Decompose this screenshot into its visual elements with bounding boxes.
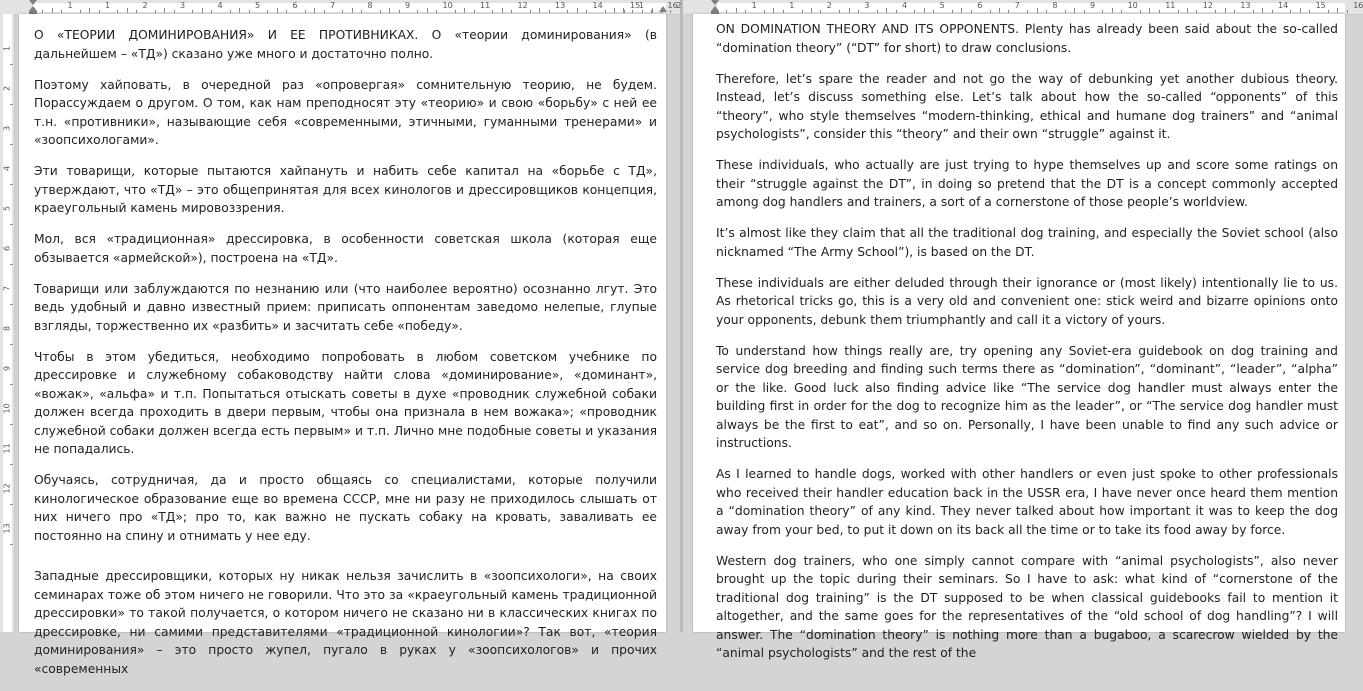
ruler-tick xyxy=(80,10,81,13)
ruler-tick xyxy=(10,264,13,265)
ruler-tick xyxy=(726,10,727,13)
ruler-tick xyxy=(502,8,503,13)
ruler-tick xyxy=(661,8,662,13)
ruler-number: 7 xyxy=(330,1,336,10)
ruler-tick xyxy=(427,8,428,13)
ruler-number: 12 xyxy=(2,483,12,494)
ruler-tick xyxy=(61,10,62,13)
ruler-tick xyxy=(10,464,13,465)
ruler-tick xyxy=(886,8,887,13)
ruler-tick xyxy=(849,8,850,13)
ruler-tick xyxy=(286,10,287,13)
paragraph: Эти товарищи, которые пытаются хайпануть и набить себе капитал на «борьбе с ТД», утверждают, что «ТД» – это общепринятая для всех кинологов и дрессировщиков концепция, краеугольный камень мировоззрения. xyxy=(34,164,657,215)
ruler-tick xyxy=(586,10,587,13)
paragraph: Мол, вся «традиционная» дрессировка, в особенности советская школа (которая еще обзывается «армейской»), построена на «ТД». xyxy=(34,232,657,265)
ruler-tick xyxy=(896,10,897,13)
ruler-number: 15 xyxy=(1315,1,1326,10)
ruler-tick xyxy=(567,10,568,13)
paragraph: These individuals are either deluded through their ignorance or (most likely) intentionally lie to us. As rhetorical tricks go, this is a very old and convenient one: stick weird and bizarre opinions onto your opponents, debunk them triumphantly and call it a victory of yours. xyxy=(716,275,1338,327)
ruler-tick xyxy=(399,10,400,13)
ruler-number: 5 xyxy=(255,1,261,10)
ruler-tick xyxy=(839,10,840,13)
ruler-tick xyxy=(389,8,390,13)
ruler-tick xyxy=(277,8,278,13)
ruler-tick xyxy=(10,344,13,345)
ruler-number: 2 xyxy=(2,85,12,92)
ruler-tick xyxy=(1102,10,1103,13)
ruler-tick xyxy=(1272,10,1273,13)
ruler-tick xyxy=(642,10,643,13)
ruler-tick xyxy=(651,10,652,13)
ruler-tick xyxy=(380,10,381,13)
paragraph: ON DOMINATION THEORY AND ITS OPPONENTS. Plenty has already been said about the so-called “domination theory” (“DT” for short) to draw conclusions. xyxy=(716,22,1338,55)
ruler-tick xyxy=(1140,10,1141,13)
ruler-tick xyxy=(577,8,578,13)
ruler-tick xyxy=(914,10,915,13)
ruler-tick xyxy=(99,10,100,13)
ruler-tick xyxy=(858,10,859,13)
ruler-number: 1 xyxy=(789,1,795,10)
ruler-number: 7 xyxy=(2,285,12,292)
ruler-tick xyxy=(239,8,240,13)
ruler-number: 4 xyxy=(2,165,12,172)
ruler-tick xyxy=(10,64,13,65)
ruler-tick xyxy=(136,10,137,13)
paragraph: Обучаясь, сотрудничая, да и просто общаясь со специалистами, которые получили кинологическое образование еще во времена СССР, мне ни разу не приходилось слышать от них ничего про «ТД»; про то, как важно не пускать собаку на кровать, заваливать ее постоянно на спину и отнимать у нее еду. xyxy=(34,473,657,543)
ruler-tick xyxy=(1328,10,1329,13)
ruler-tick xyxy=(249,10,250,13)
document-pane-right xyxy=(638,0,1363,660)
ruler-number: 11 xyxy=(2,443,12,454)
ruler-tick xyxy=(1178,10,1179,13)
ruler-number: 8 xyxy=(1052,1,1058,10)
ruler-tick xyxy=(10,544,13,545)
ruler-tick xyxy=(811,8,812,13)
ruler-tick xyxy=(10,304,13,305)
ruler-tick xyxy=(539,8,540,13)
ruler-number: 1 xyxy=(105,1,111,10)
ruler-tick xyxy=(990,10,991,13)
ruler-number: 6 xyxy=(292,1,298,10)
ruler-tick xyxy=(1225,8,1226,13)
ruler-tick xyxy=(10,384,13,385)
ruler-number: 10 xyxy=(442,1,453,10)
ruler-number: 9 xyxy=(405,1,411,10)
ruler-tick xyxy=(342,10,343,13)
ruler-tick xyxy=(164,8,165,13)
paragraph: Therefore, let’s spare the reader and not go the way of debunking yet another dubious theory. Instead, let’s discuss something else. Let’s talk about how the so-called “opponents” of this “theory”, who style themselves “modern-thinking, ethical and humane dog trainers” and “animal psychologists”, consider this “theory” and their own “struggle” against it. xyxy=(716,71,1338,141)
ruler-tick xyxy=(10,504,13,505)
ruler-tick xyxy=(511,10,512,13)
ruler-tick xyxy=(1234,10,1235,13)
ruler-tick xyxy=(89,8,90,13)
ruler-number: 12 xyxy=(1202,1,1213,10)
ruler-tick xyxy=(764,10,765,13)
indent-marker-icon[interactable] xyxy=(29,0,37,14)
paragraph: To understand how things really are, try opening any Soviet-era guidebook on dog training and service dog breeding and finding such terms there as “domination”, “dominant”, “leader”, “alpha” or the like. Good luck also finding advice like “The service dog handler must always enter the building first in order for the dog to recognize him as the leader”, or “The service dog handler must always be the first to eat”, and so on. Personally, I have been unable to find any such advice or instructions. xyxy=(716,343,1338,450)
ruler-number: 13 xyxy=(1240,1,1251,10)
ruler-tick xyxy=(820,10,821,13)
ruler-tick xyxy=(117,10,118,13)
paragraph: Western dog trainers, who one simply cannot compare with “animal psychologists”, also never brought up the topic during their seminars. So I have to ask: what kind of “cornerstone of the traditional dog training” is the DT supposed to be when classical guidebooks fail to mention it altogether, and the same goes for the representatives of the “old school of dog handling”? I will answer. The “domination theory” is nothing more than a bugaboo, a scarecrow wielded by the “animal psychologists” and the rest of the xyxy=(716,553,1338,660)
ruler-number: 8 xyxy=(2,325,12,332)
ruler-tick xyxy=(1347,10,1348,13)
ruler-tick xyxy=(10,224,13,225)
ruler-tick xyxy=(971,10,972,13)
ruler-number: 4 xyxy=(217,1,223,10)
paragraph: These individuals, who actually are just trying to hype themselves up and score some ratings on their “struggle against the DT”, in doing so pretend that the DT is a concept commonly accepted among dog handlers and trainers, a sort of a cornerstone of those people’s worldview. xyxy=(716,158,1338,209)
ruler-tick xyxy=(10,104,13,105)
ruler-number: 3 xyxy=(180,1,186,10)
ruler-tick xyxy=(670,10,671,13)
ruler-number: 3 xyxy=(2,125,12,132)
document-pane-left xyxy=(0,0,680,676)
ruler-tick xyxy=(42,10,43,13)
ruler-number: 16 xyxy=(667,1,678,10)
ruler-tick xyxy=(52,8,53,13)
document-body-russian[interactable] xyxy=(34,26,657,691)
ruler-tick xyxy=(614,10,615,13)
ruler-tick xyxy=(352,8,353,13)
ruler-tick xyxy=(436,10,437,13)
ruler-number: 13 xyxy=(555,1,566,10)
ruler-number: 3 xyxy=(864,1,870,10)
ruler-tick xyxy=(417,10,418,13)
indent-marker-icon[interactable] xyxy=(711,0,719,14)
ruler-tick xyxy=(192,10,193,13)
ruler-tick xyxy=(530,10,531,13)
ruler-tick xyxy=(464,8,465,13)
ruler-number: 16 xyxy=(1353,1,1363,10)
paragraph: Западные дрессировщики, которых ну никак нельзя зачислить в «зоопсихологи», на своих семинарах тоже об этом ничего не говорили. Что это за «краеугольный камень традиционной дрессировки» то такой получается, о котором ничего не сказано ни в классических книгах по дрессировке, ни самими представителями «традиционной кинологии»? Так вот, «теория доминирования» – это просто жупел, пугало в руках у «зоопсихологов» и прочих «современных xyxy=(34,569,657,676)
ruler-tick xyxy=(1196,10,1197,13)
ruler-tick xyxy=(455,10,456,13)
paragraph: О «ТЕОРИИ ДОМИНИРОВАНИЯ» И ЕЕ ПРОТИВНИКАХ. О «теории доминирования» (в дальнейшем – «ТД») сказано уже много и достаточно полно. xyxy=(34,28,657,61)
ruler-number: 8 xyxy=(367,1,373,10)
ruler-tick xyxy=(1027,10,1028,13)
ruler-tick xyxy=(773,8,774,13)
horizontal-ruler-right[interactable] xyxy=(638,0,1363,15)
ruler-tick xyxy=(10,424,13,425)
ruler-tick xyxy=(305,10,306,13)
ruler-tick xyxy=(783,10,784,13)
ruler-tick xyxy=(605,10,606,13)
ruler-tick xyxy=(999,8,1000,13)
ruler-tick xyxy=(324,10,325,13)
ruler-number: 2 xyxy=(142,1,148,10)
ruler-number: 1 xyxy=(67,1,73,10)
ruler-tick xyxy=(127,8,128,13)
ruler-tick xyxy=(933,10,934,13)
ruler-tick xyxy=(632,10,633,13)
ruler-tick xyxy=(1253,10,1254,13)
paragraph: Поэтому хайповать, в очередной раз «опровергая» сомнительную теорию, не будем. Порассуждаем о другом. О том, как нам преподносят эту «теорию» и свою «борьбу» с ней ее т.н. «противники», называющие себя «современными, этичными, гуманными тренерами» и «зоопсихологами». xyxy=(34,77,657,147)
ruler-tick xyxy=(802,10,803,13)
ruler-number: 11 xyxy=(480,1,491,10)
ruler-number: 1 xyxy=(638,1,644,10)
ruler-number: 2 xyxy=(826,1,832,10)
ruler-number: 13 xyxy=(2,523,12,534)
ruler-tick xyxy=(474,10,475,13)
ruler-tick xyxy=(1037,8,1038,13)
ruler-tick xyxy=(745,10,746,13)
ruler-number: 2 xyxy=(676,1,682,10)
document-body-english[interactable] xyxy=(716,20,1338,675)
ruler-tick xyxy=(549,10,550,13)
ruler-tick xyxy=(1262,8,1263,13)
ruler-tick xyxy=(961,8,962,13)
ruler-tick xyxy=(174,10,175,13)
ruler-number: 6 xyxy=(977,1,983,10)
ruler-number: 9 xyxy=(2,365,12,372)
ruler-tick xyxy=(1149,8,1150,13)
ruler-number: 15 xyxy=(630,1,641,10)
ruler-number: 7 xyxy=(1014,1,1020,10)
ruler-tick xyxy=(1084,10,1085,13)
ruler-tick xyxy=(211,10,212,13)
ruler-tick xyxy=(1121,10,1122,13)
ruler-tick xyxy=(202,8,203,13)
ruler-tick xyxy=(230,10,231,13)
ruler-tick xyxy=(952,10,953,13)
ruler-number: 11 xyxy=(1165,1,1176,10)
ruler-tick xyxy=(10,184,13,185)
ruler-number: 5 xyxy=(2,205,12,212)
ruler-tick xyxy=(492,10,493,13)
ruler-number: 6 xyxy=(2,245,12,252)
ruler-tick xyxy=(1065,10,1066,13)
ruler-tick xyxy=(314,8,315,13)
ruler-number: 4 xyxy=(902,1,908,10)
ruler-number: 1 xyxy=(2,45,12,52)
ruler-tick xyxy=(267,10,268,13)
ruler-tick xyxy=(1074,8,1075,13)
ruler-number: 12 xyxy=(517,1,528,10)
ruler-number: 9 xyxy=(1090,1,1096,10)
paragraph: It’s almost like they claim that all the traditional dog training, and especially the Soviet school (also nicknamed “The Army School”), is based on the DT. xyxy=(716,226,1338,259)
ruler-tick xyxy=(1215,10,1216,13)
page-english[interactable] xyxy=(693,14,1345,660)
vertical-ruler[interactable] xyxy=(0,14,15,632)
ruler-number: 10 xyxy=(1127,1,1138,10)
paragraph: Чтобы в этом убедиться, необходимо попробовать в любом советском учебнике по дрессировке и служебному собаководству найти слова «доминирование», «доминант», «вожак», «альфа» и т.п. Попытаться отыскать советы в духе «проводник служебной собаки должен всегда проходить в двери первым, чтобы она признала в нем вожака»; «проводник служебной собаки должен всегда есть первым» и т.п. Лично мне подобные советы и указания не попадались. xyxy=(34,349,657,456)
paragraph: Товарищи или заблуждаются по незнанию или (что наиболее вероятно) осознанно лгут. Это ведь удобный и давно известный прием: приписать оппонентам заведомо нелепые, глупые взгляды, торжественно их «разбить» и засчитать себе «победу». xyxy=(34,281,657,333)
ruler-number: 14 xyxy=(1278,1,1289,10)
ruler-number: 5 xyxy=(939,1,945,10)
ruler-tick xyxy=(1008,10,1009,13)
ruler-tick xyxy=(1309,10,1310,13)
ruler-tick xyxy=(877,10,878,13)
page-russian[interactable] xyxy=(19,14,666,676)
ruler-tick xyxy=(10,144,13,145)
ruler-tick xyxy=(1337,8,1338,13)
ruler-tick xyxy=(1112,8,1113,13)
ruler-tick xyxy=(1187,8,1188,13)
ruler-tick xyxy=(1290,10,1291,13)
paragraph: As I learned to handle dogs, worked with other handlers or even just spoke to other professionals who received their handler education back in the USSR era, I have never once heard them mention a “domination theory” of any kind. They never talked about how important it was to keep the dog away from your bed, to put it down on its back all the time or to take its food away by force. xyxy=(716,467,1338,537)
ruler-tick xyxy=(1300,8,1301,13)
ruler-number: 14 xyxy=(592,1,603,10)
ruler-tick xyxy=(1159,10,1160,13)
ruler-tick xyxy=(1046,10,1047,13)
ruler-tick xyxy=(155,10,156,13)
horizontal-ruler-left[interactable] xyxy=(0,0,680,15)
ruler-tick xyxy=(924,8,925,13)
ruler-tick xyxy=(361,10,362,13)
ruler-number: 10 xyxy=(2,403,12,414)
ruler-number: 1 xyxy=(751,1,757,10)
ruler-tick xyxy=(736,8,737,13)
ruler-tick xyxy=(623,8,624,13)
